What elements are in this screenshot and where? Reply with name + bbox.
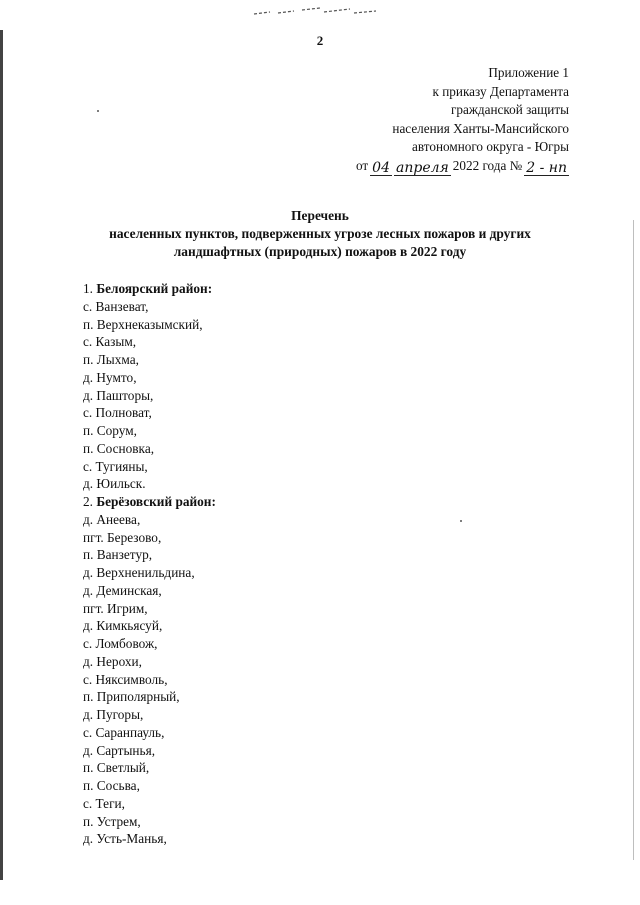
date-year-text: 2022 года № [452, 157, 523, 173]
page-number: 2 [316, 33, 324, 48]
header-line: населения Ханты-Мансийского [392, 120, 569, 136]
district-colon: : [207, 281, 213, 296]
title-line: населенных пунктов, подверженных угрозе лесных пожаров и других [109, 225, 531, 241]
scan-artifact [250, 4, 380, 18]
district-heading [83, 493, 216, 511]
settlement-item: с. Ломбовож, [83, 636, 158, 651]
handwritten-month: апреля [396, 159, 449, 176]
settlement-item: д. Усть-Манья, [83, 831, 167, 847]
title-line: ландшафтных (природных) пожаров в 2022 году [173, 243, 467, 259]
settlement-item: п. Верхнеказымский, [83, 316, 203, 332]
district-heading [83, 280, 216, 298]
header-line: гражданской защиты [450, 102, 569, 118]
appendix-header [356, 64, 569, 176]
order-date-line [356, 157, 569, 176]
settlement-item: с. Тугияны, [83, 458, 148, 474]
title-line: Перечень [291, 208, 349, 223]
settlement-item: п. Светлый, [83, 760, 150, 776]
header-line: к приказу Департамента [432, 83, 569, 99]
settlement-item: п. Сорум, [83, 423, 137, 438]
settlement-item: с. Теги, [83, 795, 125, 811]
settlement-item: д. Нерохи, [83, 653, 142, 669]
settlement-item: с. Полноват, [83, 405, 152, 421]
settlement-item: с. Саранпауль, [83, 724, 165, 740]
settlement-item: п. Устрем, [83, 813, 141, 829]
settlement-item: пгт. Игрим, [83, 600, 148, 616]
settlement-item: с. Няксимволь, [83, 671, 168, 687]
settlement-item: д. Пашторы, [83, 387, 154, 403]
settlement-item: д. Нумто, [83, 369, 137, 385]
district-colon: : [211, 494, 216, 509]
handwritten-order-number: 2 - нп [526, 159, 567, 176]
settlement-item: с. Ванзеват, [83, 298, 149, 314]
scan-right-border [633, 220, 634, 860]
district-number: 1. [83, 281, 93, 296]
scan-left-border [0, 30, 3, 880]
district-name: Берёзовский район [96, 494, 212, 509]
settlement-list [83, 280, 216, 848]
settlement-item: п. Приполярный, [83, 689, 180, 705]
settlement-item: п. Лыхма, [83, 352, 139, 367]
document-title [0, 207, 640, 260]
district-name: Белоярский район [96, 281, 208, 296]
date-prefix: от [355, 157, 369, 173]
header-line: автономного округа - Югры [412, 139, 569, 155]
settlement-item: д. Сартынья, [83, 742, 156, 758]
settlement-item: п. Сосновка, [83, 440, 155, 456]
settlement-item: пгт. Березово, [83, 529, 162, 545]
scan-speck [460, 520, 462, 522]
settlement-item: д. Юильск. [83, 476, 146, 492]
settlement-item: с. Казым, [83, 334, 137, 350]
settlement-item: д. Верхненильдина, [83, 565, 195, 580]
settlement-item: д. Пугоры, [83, 707, 144, 722]
scan-speck [97, 110, 99, 112]
settlement-item: д. Деминская, [83, 582, 162, 598]
settlement-item: п. Ванзетур, [83, 547, 153, 563]
district-number: 2. [83, 494, 93, 509]
header-line: Приложение 1 [488, 65, 569, 80]
settlement-item: д. Анеева, [83, 511, 141, 527]
handwritten-day: 04 [372, 159, 390, 176]
settlement-item: п. Сосьва, [83, 778, 140, 793]
settlement-item: д. Кимкьясуй, [83, 618, 163, 634]
